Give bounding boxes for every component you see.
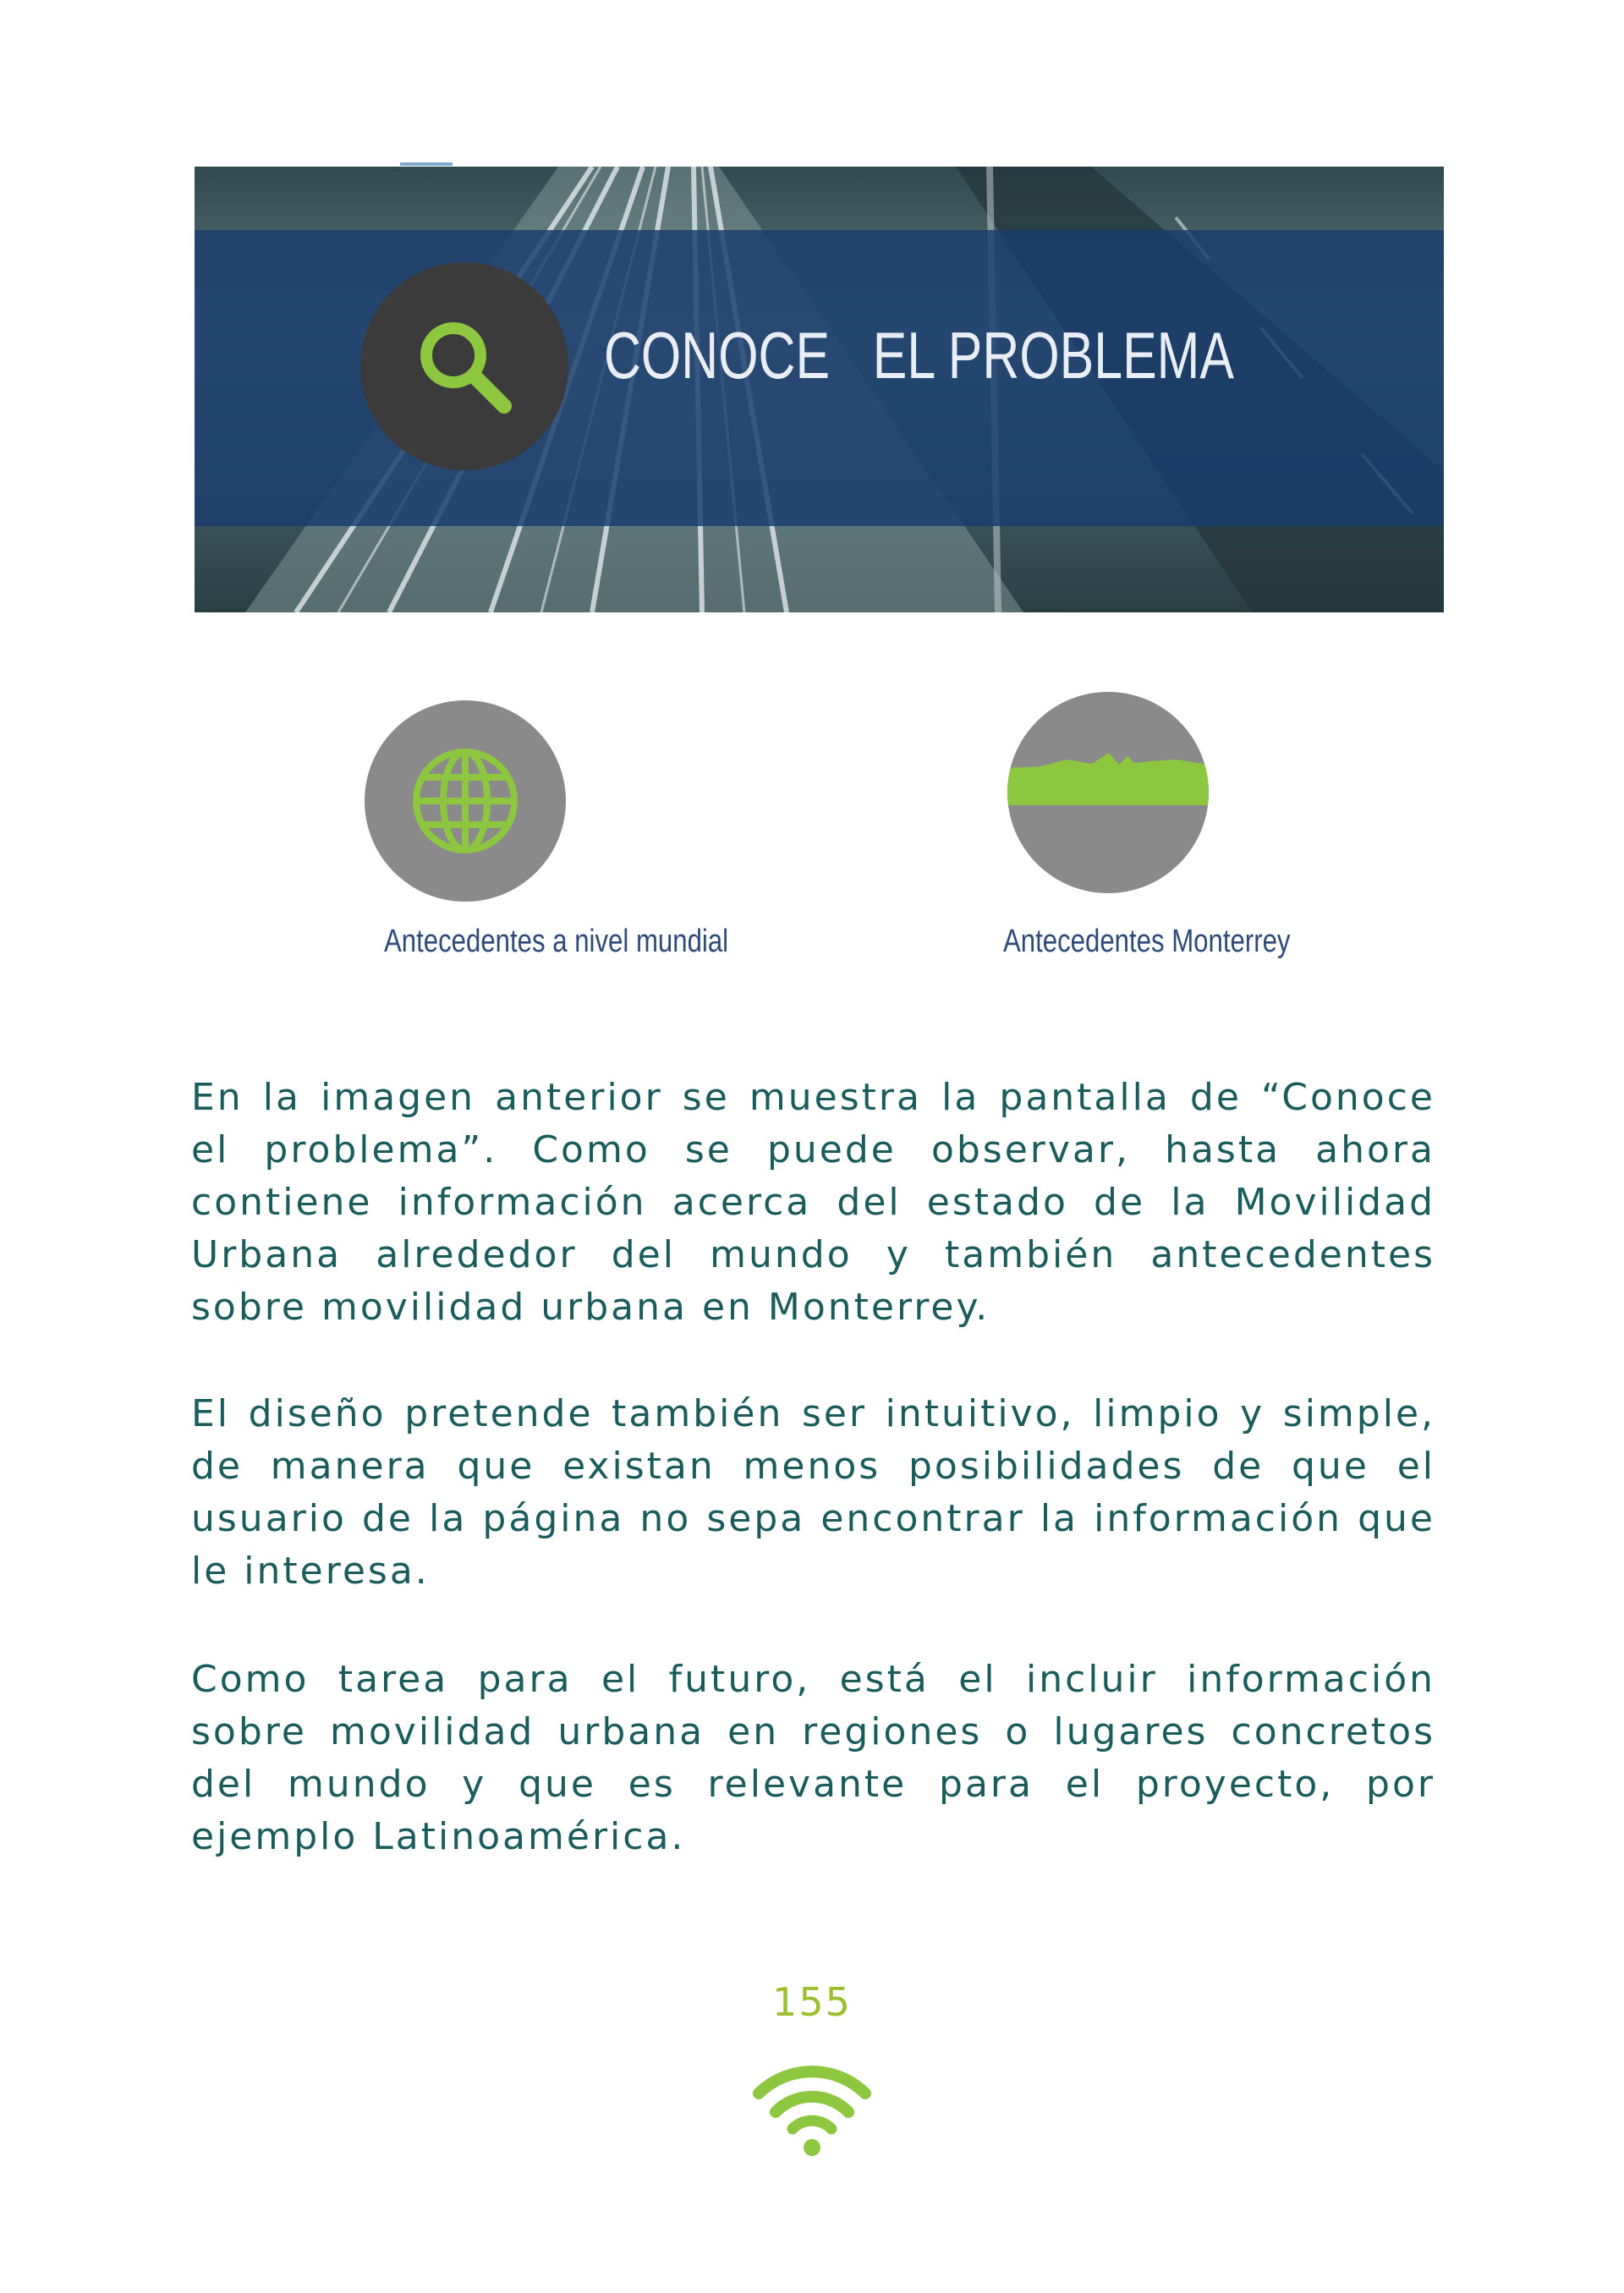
mountain-skyline-icon[interactable] [1007,692,1209,893]
body-paragraph: Como tarea para el futuro, está el incluir información sobre movilidad urbana en regiones o lugares concretos del mundo y que es relevante para el proyecto, por ejemplo Latinoamérica. [191,1658,1435,1858]
body-paragraph: En la imagen anterior se muestra la pantalla de “Conoce el problema”. Como se puede observar, hasta ahora contiene información acerca del estado de la Movilidad Urbana alrededor del mundo y también antecedentes sobre movilidad urbana en Monterrey. [191,1076,1435,1329]
globe-icon[interactable] [365,700,566,902]
section-label-world[interactable]: Antecedentes a nivel mundial [384,924,729,959]
top-accent-bar [400,162,453,166]
search-icon [360,262,568,470]
banner-title: CONOCE EL PROBLEMA [604,318,1234,392]
section-label-monterrey[interactable]: Antecedentes Monterrey [1003,924,1291,959]
body-paragraph: El diseño pretende también ser intuitivo, limpio y simple, de manera que existan menos posibilidades de que el usuario de la página no sepa encontrar la información que le interesa. [191,1392,1435,1593]
page-number: 155 [772,1979,852,2025]
wifi-icon [750,2060,874,2157]
conoce-problema-banner [195,167,1444,612]
